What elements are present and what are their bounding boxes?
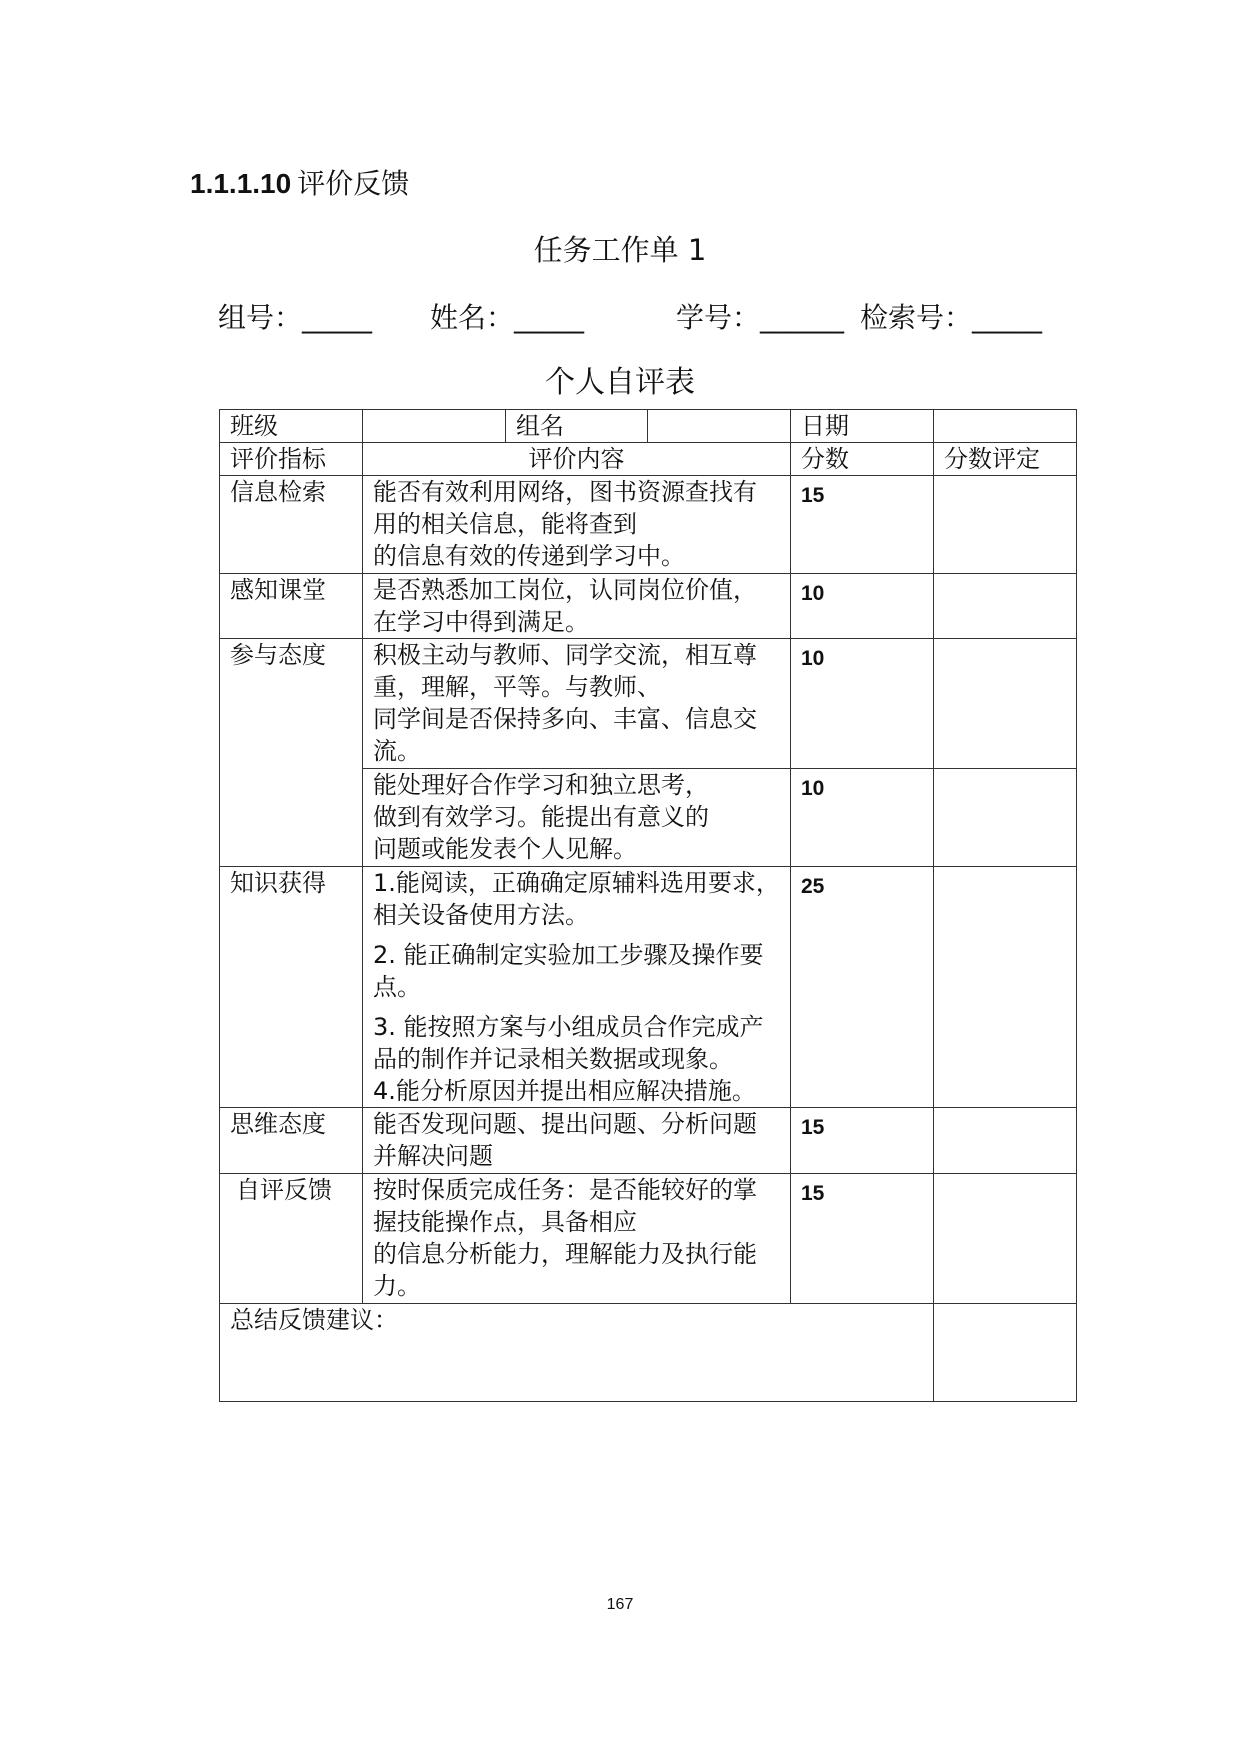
table-row <box>220 410 1077 443</box>
content-line: 是否熟悉加工岗位，认同岗位价值， <box>373 576 757 604</box>
group-name-label-cell: 组名 <box>506 410 648 443</box>
content-line: 的信息有效的传递到学习中。 <box>373 542 685 570</box>
group-number-label: 组号： <box>218 301 303 334</box>
group-number-blank: _____ <box>302 301 373 334</box>
content-line: 并解决问题 <box>373 1142 493 1170</box>
student-id-field[interactable] <box>676 296 844 336</box>
name-blank: _____ <box>514 301 585 334</box>
content-header: 评价内容 <box>363 443 791 476</box>
page-number: 167 <box>606 1596 634 1613</box>
date-value-cell[interactable] <box>934 410 1077 443</box>
table-row <box>220 867 1077 1108</box>
content-line: 4.能分析原因并提出相应解决措施。 <box>373 1077 756 1105</box>
indicator-cell: 感知课堂 <box>220 574 363 639</box>
table-row <box>220 639 1077 769</box>
summary-row <box>220 1304 1077 1402</box>
content-line: 能否发现问题、提出问题、分析问题 <box>373 1110 757 1138</box>
score-cell: 15 <box>791 1108 934 1174</box>
rating-cell[interactable] <box>934 476 1077 574</box>
content-line: 积极主动与教师、同学交流，相互尊 <box>373 641 757 669</box>
content-line: 点。 <box>373 973 421 1001</box>
score-cell: 15 <box>791 476 934 574</box>
table-row <box>220 476 1077 574</box>
section-title: 评价反馈 <box>297 167 410 200</box>
indicator-cell: 思维态度 <box>220 1108 363 1174</box>
content-cell <box>363 1108 791 1174</box>
content-cell <box>363 1174 791 1304</box>
section-number: 1.1.1.10 <box>190 168 292 199</box>
content-line: 能处理好合作学习和独立思考， <box>373 771 709 799</box>
content-line: 品的制作并记录相关数据或现象。 <box>373 1045 733 1073</box>
content-line: 1.能阅读，正确确定原辅料选用要求， <box>373 869 780 897</box>
content-line: 能否有效利用网络，图书资源查找有 <box>373 478 757 506</box>
table-header-row <box>220 443 1077 476</box>
student-id-blank: ______ <box>760 301 845 334</box>
student-info-line <box>0 296 1240 336</box>
date-label-cell: 日期 <box>791 410 934 443</box>
content-line: 2. 能正确制定实验加工步骤及操作要 <box>373 941 764 969</box>
table-row <box>220 574 1077 639</box>
content-line: 流。 <box>373 737 421 765</box>
name-label: 姓名： <box>430 301 515 334</box>
content-line: 用的相关信息，能将查到 <box>373 510 637 538</box>
search-number-blank: _____ <box>972 301 1043 334</box>
content-line: 做到有效学习。能提出有意义的 <box>373 803 709 831</box>
rating-cell[interactable] <box>934 867 1077 1108</box>
content-cell <box>363 476 791 574</box>
indicator-cell: 信息检索 <box>220 476 363 574</box>
score-header: 分数 <box>791 443 934 476</box>
content-line: 同学间是否保持多向、丰富、信息交 <box>373 705 757 733</box>
content-cell <box>363 639 791 769</box>
content-line: 的信息分析能力，理解能力及执行能 <box>373 1240 757 1268</box>
content-line: 在学习中得到满足。 <box>373 608 589 636</box>
table-row <box>220 1108 1077 1174</box>
score-cell: 10 <box>791 639 934 769</box>
rating-cell[interactable] <box>934 1174 1077 1304</box>
class-label-cell: 班级 <box>220 410 363 443</box>
content-line: 相关设备使用方法。 <box>373 901 589 929</box>
score-cell: 10 <box>791 769 934 867</box>
indicator-header: 评价指标 <box>220 443 363 476</box>
score-cell: 10 <box>791 574 934 639</box>
indicator-cell: 知识获得 <box>220 867 363 1108</box>
content-cell <box>363 867 791 1108</box>
content-line: 问题或能发表个人见解。 <box>373 835 637 863</box>
score-cell: 15 <box>791 1174 934 1304</box>
table-row <box>220 1174 1077 1304</box>
content-cell <box>363 574 791 639</box>
name-field[interactable] <box>430 296 584 336</box>
content-line: 3. 能按照方案与小组成员合作完成产 <box>373 1013 764 1041</box>
summary-feedback-cell[interactable]: 总结反馈建议： <box>220 1304 934 1402</box>
indicator-cell: 自评反馈 <box>220 1174 363 1304</box>
search-number-field[interactable] <box>860 296 1042 336</box>
rating-cell[interactable] <box>934 769 1077 867</box>
rating-cell[interactable] <box>934 1108 1077 1174</box>
indicator-cell: 参与态度 <box>220 639 363 867</box>
class-value-cell[interactable] <box>363 410 506 443</box>
score-cell: 25 <box>791 867 934 1108</box>
rating-cell[interactable] <box>934 574 1077 639</box>
self-evaluation-table <box>219 409 1077 1402</box>
content-line: 握技能操作点，具备相应 <box>373 1208 637 1236</box>
rating-header: 分数评定 <box>934 443 1077 476</box>
summary-rating-cell[interactable] <box>934 1304 1077 1402</box>
section-heading <box>190 162 409 202</box>
table-title: 个人自评表 <box>545 365 695 400</box>
content-line: 力。 <box>373 1272 421 1300</box>
group-number-field[interactable] <box>218 296 372 336</box>
worksheet-title: 任务工作单 1 <box>533 233 707 267</box>
content-line: 按时保质完成任务：是否能较好的掌 <box>373 1176 757 1204</box>
student-id-label: 学号： <box>676 301 761 334</box>
content-cell <box>363 769 791 867</box>
search-number-label: 检索号： <box>860 301 973 334</box>
rating-cell[interactable] <box>934 639 1077 769</box>
content-line: 重，理解，平等。与教师、 <box>373 673 661 701</box>
group-name-value-cell[interactable] <box>648 410 791 443</box>
